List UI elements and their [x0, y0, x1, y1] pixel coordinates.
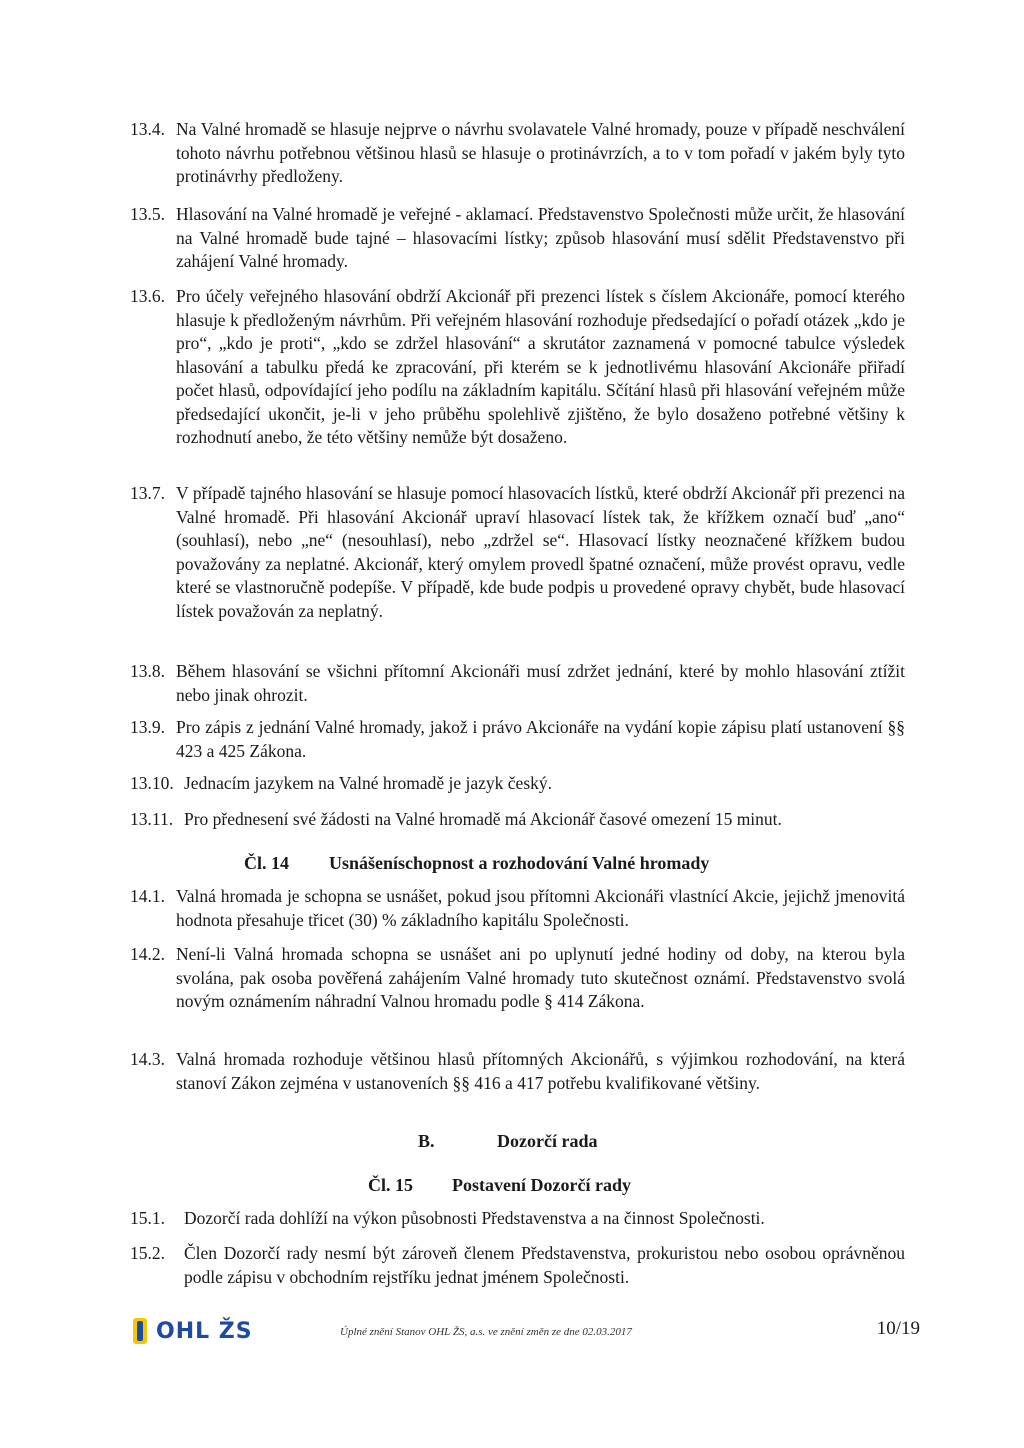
article-15-number: Čl. 15 [368, 1175, 413, 1195]
article-14-title: Usnášeníschopnost a rozhodování Valné hromady [329, 853, 710, 873]
paragraph-number: 13.10. [130, 773, 174, 793]
page-footer [130, 1316, 920, 1356]
paragraph-text: Během hlasování se všichni přítomní Akcionáři musí zdržet jednání, které by mohlo hlasování ztížit nebo jinak ohrozit. [176, 661, 905, 705]
section-b-title: Dozorčí rada [497, 1131, 598, 1151]
paragraph-number: 15.2. [130, 1243, 165, 1263]
page-number: 10/19 [876, 1318, 920, 1339]
paragraph-text: Valná hromada je schopna se usnášet, pokud jsou přítomni Akcionáři vlastnící Akcie, jejichž jmenovitá hodnota přesahuje třicet (30) % základního kapitálu Společnosti. [176, 886, 905, 930]
paragraph-15-2 [130, 1242, 905, 1289]
paragraph-15-1 [130, 1207, 905, 1231]
paragraph-13-5 [130, 203, 905, 274]
logo-text: OHL ŽS [156, 1318, 253, 1344]
paragraph-13-8 [130, 660, 905, 707]
paragraph-13-7 [130, 482, 905, 623]
paragraph-number: 13.6. [130, 286, 165, 306]
paragraph-number: 13.4. [130, 119, 165, 139]
paragraph-number: 13.9. [130, 717, 165, 737]
paragraph-14-3 [130, 1048, 905, 1095]
footer-note: Úplné znění Stanov OHL ŽS, a.s. ve znění změn ze dne 02.03.2017 [340, 1326, 632, 1338]
paragraph-number: 13.8. [130, 661, 165, 681]
paragraph-13-4 [130, 118, 905, 189]
article-15-title: Postavení Dozorčí rady [452, 1175, 631, 1195]
paragraph-text: Pro zápis z jednání Valné hromady, jakož i právo Akcionáře na vydání kopie zápisu platí ustanovení §§ 423 a 425 Zákona. [176, 717, 905, 761]
paragraph-14-2 [130, 943, 905, 1014]
paragraph-number: 14.3. [130, 1049, 165, 1069]
paragraph-text: Hlasování na Valné hromadě je veřejné - aklamací. Představenstvo Společnosti může určit, že hlasování na Valné hromadě bude tajné – hlasovacími lístky; způsob hlasování musí sdělit Představenstvo při zahájení Valné hromady. [176, 204, 905, 271]
paragraph-text: Jednacím jazykem na Valné hromadě je jazyk český. [184, 773, 553, 793]
article-14-number: Čl. 14 [244, 853, 289, 873]
paragraph-text: Člen Dozorčí rady nesmí být zároveň členem Představenstva, prokuristou nebo osobou oprávněnou podle zápisu v obchodním rejstříku jednat jménem Společnosti. [184, 1243, 905, 1287]
paragraph-number: 15.1. [130, 1208, 165, 1228]
paragraph-13-11 [130, 808, 905, 832]
paragraph-text: Dozorčí rada dohlíží na výkon působnosti Představenstva a na činnost Společnosti. [184, 1208, 765, 1228]
paragraph-13-6 [130, 285, 905, 450]
section-b-letter: B. [418, 1131, 435, 1151]
paragraph-text: V případě tajného hlasování se hlasuje pomocí hlasovacích lístků, které obdrží Akcionář při prezenci na Valné hromadě. Při hlasování Akcionář upraví hlasovací lístek tak, že křížkem označí buď „ano“ (souhlasí), nebo „ne“ (nesouhlasí), nebo „zdržel se“. Hlasovací lístky neoznačené křížkem budou považovány za neplatné. Akcionář, který omylem provedl špatné označení, může provést opravu, vedle které se vlastnoručně podepíše. V případě, kde bude podpis u provedené opravy chybět, bude hlasovací lístek považován za neplatný. [176, 483, 905, 621]
paragraph-14-1 [130, 885, 905, 932]
paragraph-text: Na Valné hromadě se hlasuje nejprve o návrhu svolavatele Valné hromady, pouze v případě neschválení tohoto návrhu potřebnou většinou hlasů se hlasuje o protinávrzích, a to v tom pořadí v jakém byly tyto protinávrhy předloženy. [176, 119, 905, 186]
logo-mark-icon [130, 1316, 152, 1346]
paragraph-number: 14.1. [130, 886, 165, 906]
paragraph-text: Valná hromada rozhoduje většinou hlasů přítomných Akcionářů, s výjimkou rozhodování, na která stanoví Zákon zejména v ustanoveních §§ 416 a 417 potřebu kvalifikované většiny. [176, 1049, 905, 1093]
paragraph-number: 13.5. [130, 204, 165, 224]
company-logo [130, 1316, 253, 1346]
paragraph-number: 14.2. [130, 944, 165, 964]
paragraph-13-9 [130, 716, 905, 763]
paragraph-text: Pro účely veřejného hlasování obdrží Akcionář při prezenci lístek s číslem Akcionáře, pomocí kterého hlasuje k předloženým návrhům. Při veřejném hlasování rozhoduje předsedající o pořadí otázek „kdo je pro“, „kdo je proti“, „kdo se zdržel hlasování“ a skrutátor zaznamená v pomocné tabulce výsledek hlasování a tabulku předá ke zpracování, při kterém se k jednotlivému hlasování Akcionáře přiřadí počet hlasů, odpovídající jeho podílu na základním kapitálu. Sčítání hlasů při hlasování veřejném může předsedající ukončit, je-li v jeho průběhu spolehlivě zjištěno, že bylo dosaženo potřebné většiny k rozhodnutí anebo, že této většiny nemůže být dosaženo. [176, 286, 905, 447]
paragraph-number: 13.7. [130, 483, 165, 503]
paragraph-text: Není-li Valná hromada schopna se usnášet ani po uplynutí jedné hodiny od doby, na kterou byla svolána, pak osoba pověřená zahájením Valné hromady tuto skutečnost oznámí. Představenstvo svolá novým oznámením náhradní Valnou hromadu podle § 414 Zákona. [176, 944, 905, 1011]
paragraph-13-10 [130, 772, 905, 796]
paragraph-number: 13.11. [130, 809, 174, 829]
paragraph-text: Pro přednesení své žádosti na Valné hromadě má Akcionář časové omezení 15 minut. [184, 809, 782, 829]
